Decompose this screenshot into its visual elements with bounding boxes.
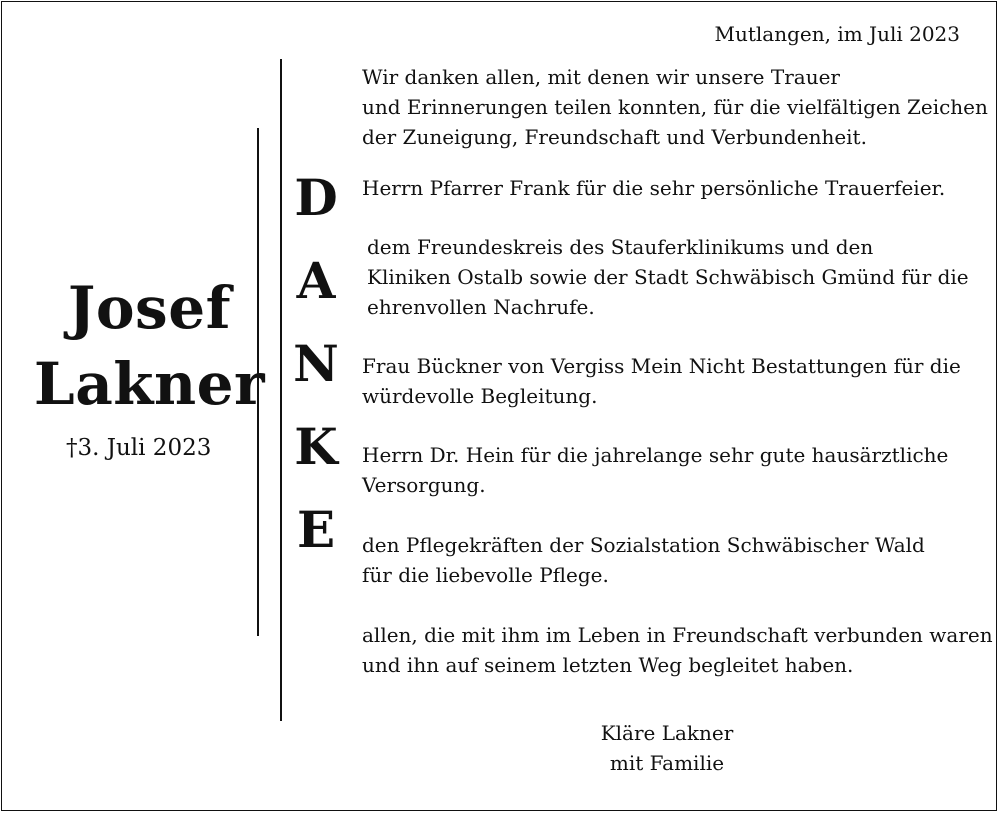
last-name: Lakner [33,350,266,418]
paragraph-line: ehrenvollen Nachrufe. [367,295,595,319]
thanks-paragraph-pastor [362,173,945,203]
deceased-name [32,270,267,422]
paragraph-line: und ihn auf seinem letzten Weg begleitet haben. [362,653,854,677]
paragraph-line: der Zuneigung, Freundschaft und Verbundenheit. [362,125,867,149]
signature-family: mit Familie [609,751,725,775]
danke-letter: N [293,334,339,393]
death-date: †3. Juli 2023 [66,435,212,461]
paragraph-line: Wir danken allen, mit denen wir unsere Trauer [362,65,840,89]
place-date: Mutlangen, im Juli 2023 [714,22,960,46]
danke-letter: D [294,168,338,227]
thanks-paragraph-doctor [362,440,948,500]
paragraph-line: den Pflegekräften der Sozialstation Schwäbischer Wald [362,533,925,557]
thanks-paragraph-funeral-home [362,351,961,411]
thanks-paragraph-caregivers [362,530,925,590]
paragraph-line: dem Freundeskreis des Stauferklinikums und den [367,235,874,259]
first-name: Josef [67,274,232,342]
thanks-paragraph-all [362,620,993,680]
signature-name: Kläre Lakner [600,721,734,745]
danke-letter: E [296,500,336,559]
paragraph-line: für die liebevolle Pflege. [362,563,609,587]
thanks-paragraph-intro [362,62,988,152]
paragraph-line: Herrn Dr. Hein für die jahrelange sehr gute hausärztliche [362,443,949,467]
paragraph-line: würdevolle Begleitung. [362,384,598,408]
paragraph-line: Frau Bückner von Vergiss Mein Nicht Bestattungen für die [362,354,961,378]
paragraph-line: Herrn Pfarrer Frank für die sehr persönliche Trauerfeier. [362,176,946,200]
paragraph-line: allen, die mit ihm im Leben in Freundschaft verbunden waren [362,623,993,647]
paragraph-line: Versorgung. [362,473,486,497]
thanks-paragraph-friends [367,232,969,322]
paragraph-line: und Erinnerungen teilen konnten, für die vielfältigen Zeichen [362,95,988,119]
obituary-card [1,1,997,811]
danke-letter: A [296,251,336,310]
signature [562,718,772,778]
paragraph-line: Kliniken Ostalb sowie der Stadt Schwäbisch Gmünd für die [367,265,969,289]
divider-line-middle [280,59,282,721]
danke-vertical-word [292,156,340,571]
danke-letter: K [294,417,338,476]
